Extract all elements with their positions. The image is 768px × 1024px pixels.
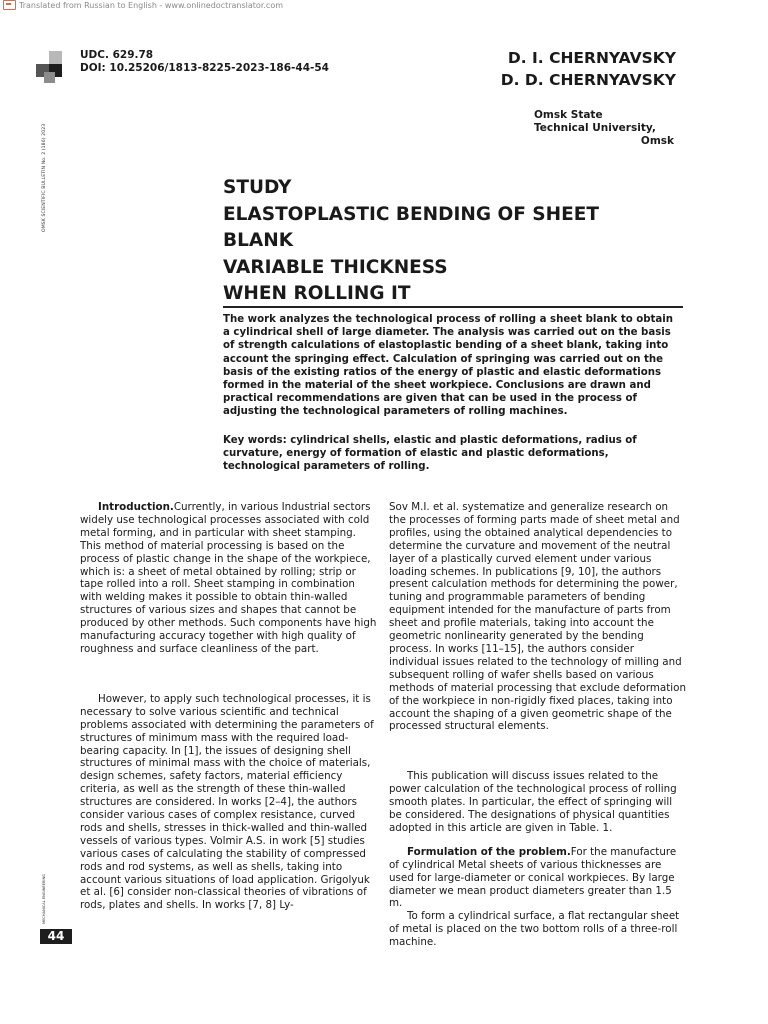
decor-square xyxy=(49,51,62,64)
affiliation-line: Technical University, xyxy=(534,122,656,134)
keywords: Key words: cylindrical shells, elastic and plastic deformations, radius of curvature, energy of formation of elastic and plastic deformations, technological parameters of rolling. xyxy=(223,435,637,473)
intro-text: Currently, in various Industrial sectors widely use technological processes associated with cold metal forming, and in particular with sheet stamping. This method of material processing is based on the process of plastic change in the shape of the workpiece, which is: a sheet of metal obtained by rolling; strip or tape rolled into a roll. Sheet stamping in combination with welding makes it possible to obtain thin-walled structures of various sizes and shapes that cannot be produced by other methods. Such components have high manufacturing accuracy together with high quality of roughness and surface cleanliness of the part. xyxy=(80,501,377,655)
journal-vertical-text: OMSK SCIENTIFIC BULLETIN No. 2 (186) 2023 xyxy=(42,123,47,232)
affiliation xyxy=(534,109,674,148)
doi: DOI: 10.25206/1813-8225-2023-186-44-54 xyxy=(80,62,329,74)
decor-square xyxy=(44,72,55,83)
title-line: ELASTOPLASTIC BENDING OF SHEET xyxy=(223,203,599,225)
problem-paragraph xyxy=(389,846,687,911)
authors xyxy=(480,47,676,91)
udc-code: UDC. 629.78 xyxy=(80,49,154,61)
body-paragraph: This publication will discuss issues related to the power calculation of the technological process of rolling smooth plates. In particular, the effect of springing will be considered. The designations of physical quantities adopted in this article are given in Table. 1. xyxy=(389,770,677,834)
title-line: BLANK xyxy=(223,230,294,251)
title-line: VARIABLE THICKNESS xyxy=(223,256,448,278)
right-column xyxy=(389,501,687,949)
problem-heading: Formulation of the problem. xyxy=(407,845,571,858)
section-vertical-text: MECHANICAL ENGINEERING xyxy=(42,874,46,924)
problem-text: For the manufacture of cylindrical Metal sheets of various thicknesses are used for large-diameter or conical workpieces. By large diameter we mean product diameters greater than 1.5 m. xyxy=(389,845,677,910)
intro-heading: Introduction. xyxy=(98,501,174,513)
intro-paragraph xyxy=(80,501,378,656)
article-title xyxy=(223,175,683,308)
page-number: 44 xyxy=(40,929,72,944)
section-vertical-label xyxy=(40,862,52,924)
body-paragraph: Sov M.I. et al. systematize and generalize research on the processes of forming parts made of sheet metal and profiles, using the obtained analytical dependencies to determine the curvature and movement of the neutral layer of a plastically curved element under various loading schemes. In publications [9, 10], the authors present calculation methods for determining the power, tuning and programmable parameters of bending equipment intended for the manufacture of parts from sheet and profile materials, taking into account the geometric nonlinearity generated by the bending process. In works [11–15], the authors consider individual issues related to the technology of milling and subsequent rolling of wafer shells based on various methods of material processing that exclude deformation of the workpiece in non-rigidly fixed places, taking into account the shaping of a given geometric shape of the processed structural elements. xyxy=(389,501,686,733)
abstract: The work analyzes the technological process of rolling a sheet blank to obtain a cylindrical shell of large diameter. The analysis was carried out on the basis of strength calculations of elastoplastic bending of a sheet blank, taking into account the springing effect. Calculation of springing was carried out on the basis of the existing ratios of the energy of plastic and elastic deformations formed in the material of the sheet workpiece. Conclusions are drawn and practical recommendations are given that can be used in the process of adjusting the technological parameters of rolling machines. xyxy=(223,314,674,418)
title-line: WHEN ROLLING IT xyxy=(223,283,411,304)
journal-vertical-label xyxy=(40,108,52,232)
body-paragraph: To form a cylindrical surface, a flat rectangular sheet of metal is placed on the two bottom rolls of a three-roll machine. xyxy=(389,910,680,949)
body-paragraph: However, to apply such technological processes, it is necessary to solve various scientific and technical problems associated with determining the parameters of structures of minimum mass with the required load-bearing capacity. In [1], the issues of designing shell structures of minimal mass with the choice of materials, design schemes, safety factors, material efficiency criteria, as well as the strength of these thin-walled structures are considered. In works [2–4], the authors consider various cases of complex resistance, curved rods and shells, stresses in thick-walled and thin-walled vessels of various types. Volmir A.S. in work [5] studies various cases of calculating the stability of compressed rods and rod systems, as well as shells, taking into account various situations of load application. Grigolyuk et al. [6] consider non-classical theories of vibrations of rods, plates and shells. In works [7, 8] Ly- xyxy=(80,692,374,912)
author-name: D. D. CHERNYAVSKY xyxy=(500,71,676,89)
affiliation-line: Omsk State xyxy=(534,109,603,121)
title-divider xyxy=(223,306,683,308)
author-name: D. I. CHERNYAVSKY xyxy=(507,49,676,67)
translate-icon xyxy=(3,0,16,10)
affiliation-line: Omsk xyxy=(640,135,674,147)
banner-text[interactable]: Translated from Russian to English - www.onlinedoctranslator.com xyxy=(19,0,283,10)
title-line: STUDY xyxy=(223,177,292,198)
left-column xyxy=(80,501,378,912)
udc-doi-block xyxy=(80,49,329,75)
translation-banner[interactable] xyxy=(3,0,283,10)
